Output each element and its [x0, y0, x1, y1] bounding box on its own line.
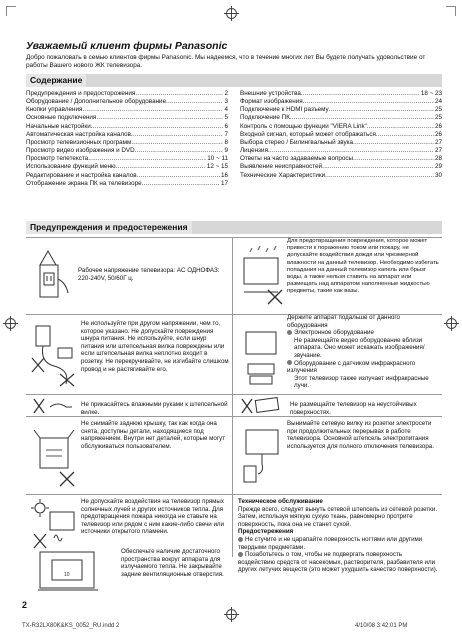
toc-leader-dots: [131, 131, 224, 139]
toc-entry[interactable]: [240, 139, 442, 147]
toc-leader-dots: [367, 123, 434, 131]
toc-right-column: [240, 90, 442, 180]
toc-entry-page: 16: [220, 171, 228, 179]
toc-leader-dots: [376, 131, 434, 139]
toc-leader-dots: [166, 98, 223, 106]
toc-entry-title: Выбора стерео / Билингвальный звука: [240, 138, 354, 146]
toc-leader-dots: [353, 155, 434, 163]
voltage-text: Рабочее напряжение телевизора: AC ОДНОФАЗ: 220-240V, 50/60Г ц.: [78, 267, 220, 282]
toc-entry-title: Начальные настройки: [26, 122, 91, 130]
voltage-other-text: Не используйте при другом напряжении, чем то, которое указано. Не допускайте повреждения шнура питания. Не используйте, если шнур питания или штепсельная вилка повреждены или если штепсельная вилка неплотно входит в розетку. Не перекручивайте, не изгибайте слишком провод и не растягивайте его.: [81, 320, 229, 373]
toc-entry-page: 27: [434, 147, 442, 155]
ventilation-text: Обеспечьте наличие достаточного пространства вокруг аппарата для излучаемого тепла. Не закрывайте задние вентиляционные отверстия.: [121, 548, 224, 578]
crop-mark: [6, 6, 16, 16]
toc-entry-title: Выявление неисправностей: [240, 163, 323, 171]
toc-entry-title: Оборудование / Дополнительное оборудование: [26, 98, 167, 106]
toc-entry-page: 25: [434, 106, 442, 114]
toc-entry-title: Кнопки управления: [26, 106, 83, 114]
unplug-text: Вынимайте сетевую вилку из розетки электросети при продолжительных перерывах в работе телевизора. Основной штепсель электропитания используется для полного отключения телевизора.: [287, 420, 434, 450]
toc-entry[interactable]: [26, 131, 228, 139]
toc-leader-dots: [142, 180, 220, 188]
keep-away-item-1-desc: Не размещайте видео оборудование вблизи аппарата. Оно может искажать изображения/звучание.: [294, 336, 425, 359]
toc-entry-page: 8: [224, 138, 228, 146]
toc-entry[interactable]: [240, 163, 442, 171]
toc-entry-title: Контроль с помощью функции "VIERA Link": [240, 122, 367, 130]
keep-away-block: [287, 314, 439, 390]
toc-entry[interactable]: [26, 163, 228, 171]
toc-entry-page: 10 ~ 11: [207, 155, 228, 163]
page-number: 2: [22, 600, 28, 610]
toc-entry-title: Просмотр телевизионных программ: [26, 138, 132, 146]
moisture-text: Для предотвращения повреждения, которое может привести к поражению током или пожару, не допускайте воздействия дождя или чрезмерной влажности на данный телевизор. Необходимо избегать попадания на данный телевизор капель или брызг воды, а также нельзя ставить на аппарат или размещать над аппаратом наполненные жидкостью предметы, такие как вазы.: [287, 238, 439, 295]
toc-left-column: [26, 90, 228, 188]
toc-heading-bar: [26, 74, 442, 87]
toc-entry-title: Предупреждения и предосторожения: [26, 90, 136, 97]
unplug-icon: [238, 420, 286, 490]
toc-entry-title: Формат изображения: [240, 98, 303, 106]
bullet-icon: [287, 330, 292, 335]
tv-electronics-icon: [238, 326, 284, 390]
toc-entry-page: 29: [434, 163, 442, 171]
bullet-icon: [238, 552, 243, 557]
crop-mark: [446, 6, 456, 16]
intro-text: Добро пожаловать в семью клиентов фирмы Panasonic. Мы надеемся, что в течение многих лет Вы будете получать удовольствие от работы Вашего нового ЖК телевизора.: [26, 54, 426, 69]
toc-entry-title: Технические Характеристики: [240, 171, 326, 179]
toc-leader-dots: [303, 98, 434, 106]
unstable-surface-icon: [240, 397, 288, 415]
toc-leader-dots: [135, 147, 224, 155]
toc-leader-dots: [135, 90, 223, 98]
registration-mark: [226, 8, 237, 19]
maintenance-text: Прежде всего, следует вынуть сетевой штепсель из сетевой розетки. Затем, используя мягкую сухую ткань, равномерно протрите поверхность, пока она не станет сухой.: [238, 505, 438, 528]
keep-away-item-2-desc: Этот телевизор также излучает инфракрасные лучи.: [294, 374, 429, 390]
toc-entry-page: 24: [434, 98, 442, 106]
toc-entry[interactable]: [26, 90, 228, 98]
toc-entry-page: 25: [434, 114, 442, 122]
toc-entry-page: 2: [224, 90, 228, 97]
toc-entry-title: Использование функций меню: [26, 163, 116, 171]
toc-entry[interactable]: [240, 147, 442, 155]
bullet-icon: [287, 360, 292, 365]
toc-entry-page: 26: [434, 122, 442, 130]
toc-entry[interactable]: [240, 98, 442, 106]
toc-entry-page: 4: [224, 106, 228, 114]
toc-entry[interactable]: [26, 123, 228, 131]
divider: [232, 237, 233, 557]
toc-entry-title: Подключение к HDMI разъему: [240, 106, 329, 114]
toc-leader-dots: [290, 114, 434, 122]
toc-entry-page: 12 ~ 15: [206, 163, 228, 171]
warnings-heading-bar: [26, 221, 442, 234]
maintenance-title: Техническое обслуживание: [238, 498, 323, 505]
keep-away-item-2: Оборудование с датчиком инфракрасного излучения: [287, 359, 416, 375]
toc-entry-title: Подключение ПК: [240, 114, 290, 122]
toc-leader-dots: [329, 106, 434, 114]
toc-leader-dots: [131, 139, 223, 147]
tv-rain-warning-icon: [238, 242, 286, 310]
maintenance-block: [238, 498, 440, 574]
caution-item-1: Не стучите и не царапайте поверхность ногтями или другими твердыми предметами.: [238, 535, 423, 551]
toc-leader-dots: [96, 114, 223, 122]
toc-entry-page: 27: [434, 138, 442, 146]
toc-entry[interactable]: [26, 106, 228, 114]
toc-entry-page: 3: [224, 98, 228, 106]
toc-entry-title: Основные подключения: [26, 114, 97, 122]
warnings-heading: Предупреждения и предостережения: [26, 221, 192, 234]
toc-entry-page: 6: [224, 122, 228, 130]
bullet-icon: [238, 537, 243, 542]
wet-hands-icon: [30, 397, 78, 415]
toc-entry[interactable]: [240, 90, 442, 98]
toc-entry-title: Отображение экрана ПК на телевизоре: [26, 179, 142, 187]
toc-entry-page: 5: [224, 114, 228, 122]
toc-entry-title: Входной сигнал, который может отображаться: [240, 130, 376, 138]
toc-entry-page: 9: [224, 147, 228, 155]
toc-leader-dots: [301, 90, 420, 98]
sunlight-text: Не допускайте воздействия на телевизор прямых солнечных лучей и других источников тепла. Для предотвращения пожара никогда не ставьте на телевизор или рядом с ним какие-либо свечи или источники открытого пламени.: [81, 498, 225, 536]
footer-timestamp: 4/10/08 3:42:01 PM: [355, 623, 408, 629]
keep-away-item-1: Электронное оборудование: [294, 329, 374, 337]
divider: [26, 494, 442, 495]
toc-entry[interactable]: [26, 114, 228, 122]
unstable-text: Не размещайте телевизор на неустойчивых поверхностях.: [290, 401, 417, 416]
caution-title: Предостережения: [238, 528, 294, 536]
toc-entry-title: Редактирование и настройка каналов: [26, 171, 137, 179]
toc-entry-page: 28: [434, 155, 442, 163]
divider: [26, 394, 442, 395]
back-cover-text: Не снимайте заднюю крышку, так как когда она снята, доступны детали, находящиеся под напряжением. Внутри нет деталей, которые могут обслуживаться пользователем.: [81, 420, 226, 450]
toc-entry[interactable]: [26, 139, 228, 147]
ventilation-icon: [34, 546, 114, 596]
back-cover-icon: [30, 420, 78, 490]
power-cord-icon: [30, 318, 78, 390]
power-outlet-icon: [34, 245, 74, 305]
toc-entry[interactable]: [26, 180, 228, 188]
toc-entry[interactable]: [240, 123, 442, 131]
toc-entry-title: Ответы на часто задаваемые вопросы: [240, 155, 354, 163]
toc-entry[interactable]: [240, 106, 442, 114]
caution-item-2: Позаботьтесь о том, чтобы не подвергать поверхность воздействию средств от насекомых, растворителя, разбавителя или других летучих веществ (это может ухудшить качество поверхности).: [238, 551, 438, 574]
toc-entry-title: Лицензия: [240, 147, 268, 155]
toc-leader-dots: [137, 172, 220, 180]
wet-hands-text: Не прикасайтесь влажными руками к штепсельной вилке.: [81, 401, 228, 416]
svg-text:10: 10: [64, 572, 70, 578]
toc-entry[interactable]: [240, 172, 442, 180]
toc-entry-page: 26: [434, 130, 442, 138]
toc-entry-title: Просмотр видео изображения и DVD: [26, 147, 135, 155]
toc-entry[interactable]: [240, 131, 442, 139]
keep-away-title: Держите аппарат подальше от данного оборудования: [287, 314, 400, 329]
toc-leader-dots: [353, 139, 434, 147]
toc-leader-dots: [268, 147, 434, 155]
toc-entry-title: Внешние устройства: [240, 90, 301, 97]
toc-leader-dots: [82, 106, 223, 114]
toc-leader-dots: [325, 172, 434, 180]
toc-entry-page: 17: [220, 179, 228, 187]
registration-mark: [5, 318, 16, 329]
toc-entry[interactable]: [26, 98, 228, 106]
toc-leader-dots: [116, 163, 206, 171]
toc-entry-page: 18 ~ 23: [420, 90, 442, 97]
registration-mark: [446, 318, 457, 329]
page-title: Уважаемый клиент фирмы Panasonic: [26, 40, 228, 52]
toc-leader-dots: [91, 123, 224, 131]
toc-heading: Содержание: [26, 74, 86, 87]
registration-mark: [226, 609, 237, 620]
toc-entry-title: Автоматическая настройка каналов: [26, 130, 131, 138]
footer-filename: TX-R32LX80K&KS_0052_RU.indd 2: [22, 623, 120, 629]
toc-entry-page: 7: [224, 130, 228, 138]
toc-entry-page: 30: [434, 171, 442, 179]
toc-entry[interactable]: [26, 147, 228, 155]
toc-leader-dots: [322, 163, 434, 171]
toc-entry-title: Просмотр телетекста: [26, 155, 89, 163]
toc-entry[interactable]: [240, 114, 442, 122]
toc-entry[interactable]: [26, 172, 228, 180]
